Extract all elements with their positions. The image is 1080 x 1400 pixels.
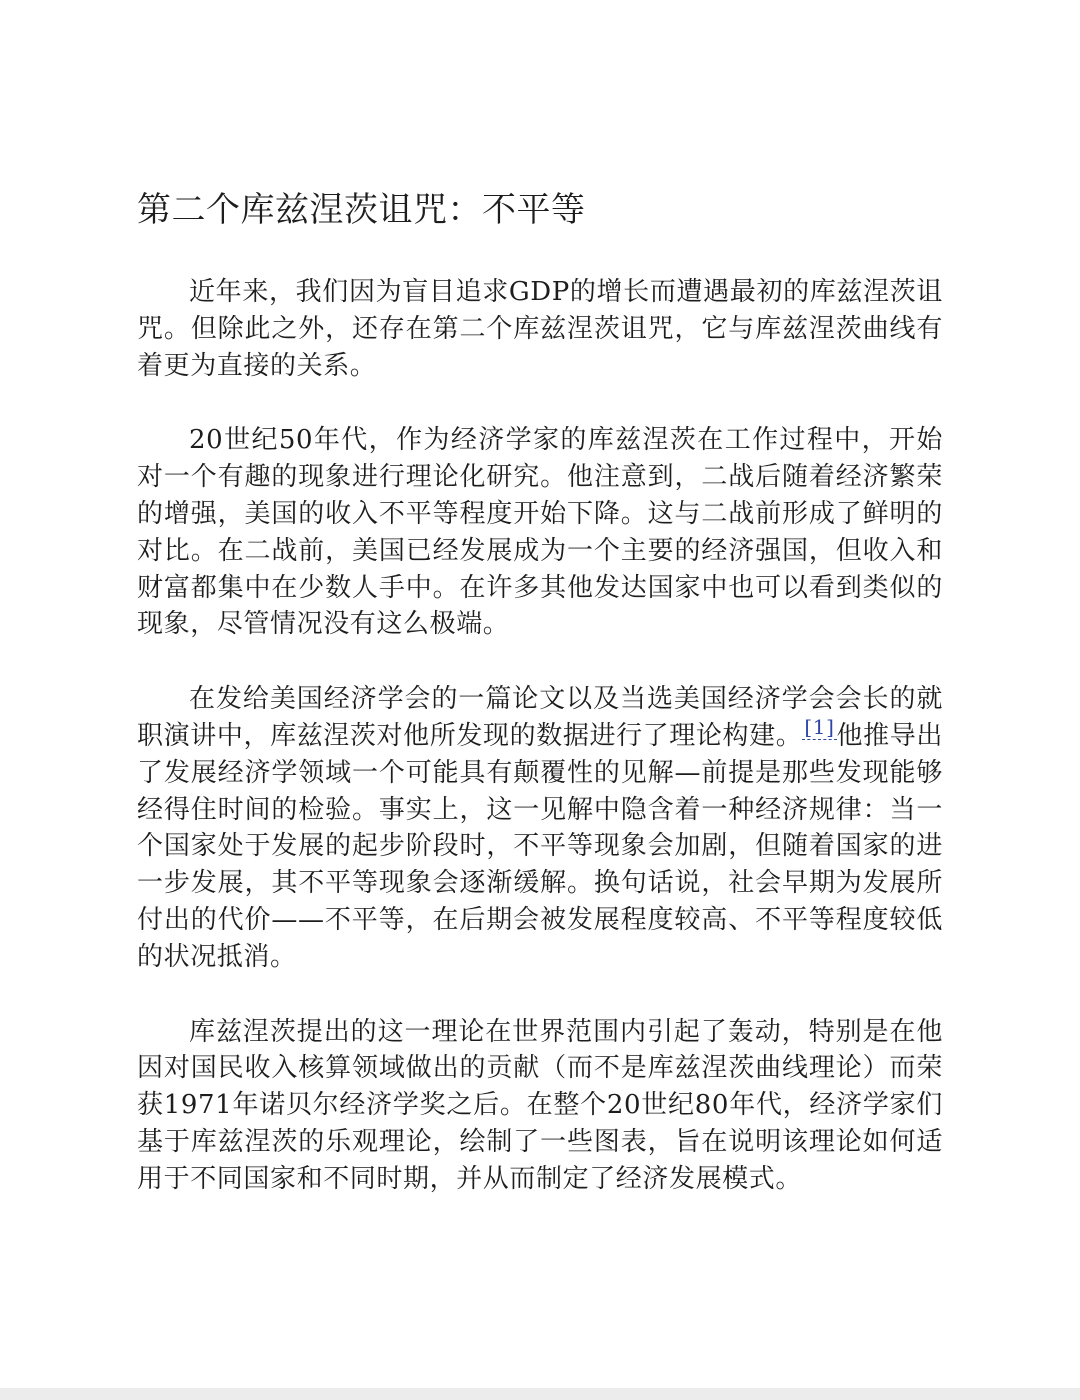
paragraph: 库兹涅茨提出的这一理论在世界范围内引起了轰动，特别是在他因对国民收入核算领域做出的贡献（而不是库兹涅茨曲线理论）而荣获1971年诺贝尔经济学奖之后。在整个20世纪80年代，经济学家们基于库兹涅茨的乐观理论，绘制了一些图表，旨在说明该理论如何适用于不同国家和不同时期，并从而制定了经济发展模式。 (137, 1016, 943, 1194)
page-bottom-edge (0, 1388, 1080, 1400)
footnote-link[interactable]: [1] (804, 715, 835, 740)
paragraph-text-before-footnote: 在发给美国经济学会的一篇论文以及当选美国经济学会会长的就职演讲中，库兹涅茨对他所发现的数据进行了理论构建。 (137, 684, 943, 751)
paragraph: 20世纪50年代，作为经济学家的库兹涅茨在工作过程中，开始对一个有趣的现象进行理论化研究。他注意到，二战后随着经济繁荣的增强，美国的收入不平等程度开始下降。这与二战前形成了鲜明的对比。在二战前，美国已经发展成为一个主要的经济强国，但收入和财富都集中在少数人手中。在许多其他发达国家中也可以看到类似的现象，尽管情况没有这么极端。 (137, 425, 943, 640)
body-text (137, 274, 943, 1236)
paragraph: 近年来，我们因为盲目追求GDP的增长而遭遇最初的库兹涅茨诅咒。但除此之外，还存在第二个库兹涅茨诅咒，它与库兹涅茨曲线有着更为直接的关系。 (137, 277, 943, 381)
paragraph-text-after-footnote: 他推导出了发展经济学领域一个可能具有颠覆性的见解—前提是那些发现能够经得住时间的检验。事实上，这一见解中隐含着一种经济规律：当一个国家处于发展的起步阶段时，不平等现象会加剧，但随着国家的进一步发展，其不平等现象会逐渐缓解。换句话说，社会早期为发展所付出的代价——不平等，在后期会被发展程度较高、不平等程度较低的状况抵消。 (137, 720, 943, 972)
section-title: 第二个库兹涅茨诅咒：不平等 (137, 190, 586, 230)
paragraph (137, 681, 943, 975)
